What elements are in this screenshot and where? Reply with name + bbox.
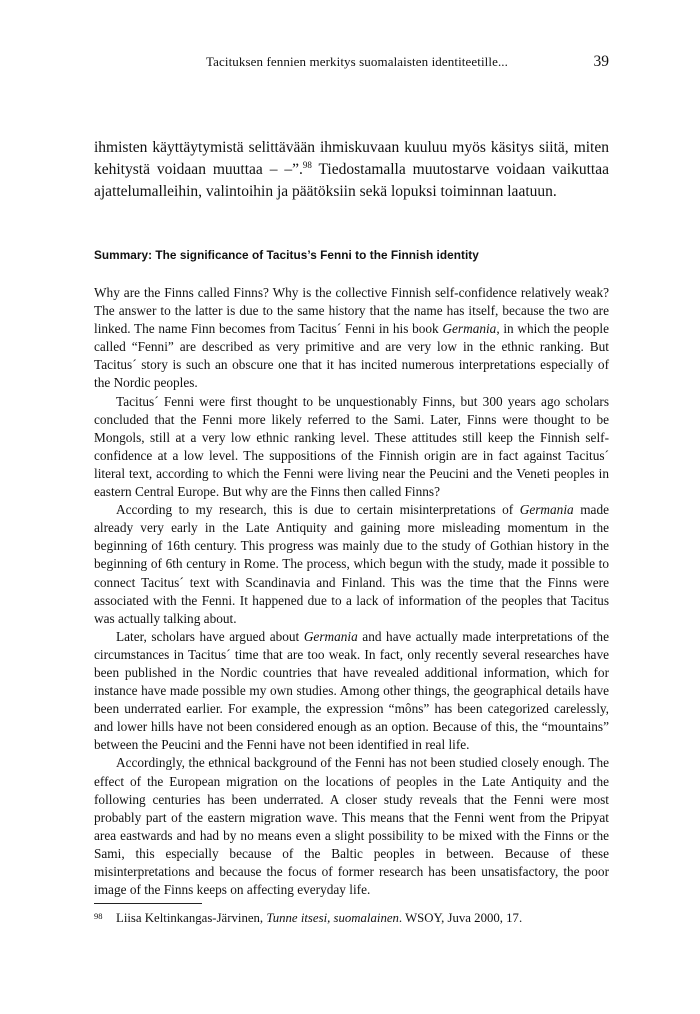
- footnote-reference[interactable]: 98: [302, 159, 312, 170]
- intro-text-end: Tiedostamalla muutostarve voidaan vaikuttaa ajattelumalleihin, valintoihin ja päätöksiin sekä lopuksi toiminnan laatuun.: [94, 161, 609, 200]
- summary-p4-text-b: and have actually made interpretations of the circumstances in Tacitus´ time that are too weak. In fact, only recently several researches have been published in the Nordic countries that have revealed additional information, which for instance have made possible my own studies. Among other things, the geographical details have been underrated earlier. For example, the expression “môns” has been categorized carelessly, and lower hills have not been considered enough as an option. Because of this, the “mountains” between the Peucini and the Fenni have not been identified in real life.: [94, 628, 609, 753]
- summary-paragraph-5: Accordingly, the ethnical background of the Fenni has not been studied closely enough. The effect of the European migration on the locations of peoples in the Late Antiquity and the following centuries has been underrated. A closer study reveals that the Fenni were most probably part of the eastern migration wave. This means that the Fenni went from the Pripyat area eastwards and had by no means even a slight possibility to be mixed with the Finns or the Sami, this especially because of the Baltic peoples in between. Because of these misinterpretations and because the focus of former research has been unsatisfactory, the poor image of the Finns keeps on affecting everyday life.: [94, 755, 609, 898]
- summary-paragraph-3: [94, 501, 609, 628]
- summary-p3-text-a: According to my research, this is due to certain misinterpretations of: [116, 502, 520, 518]
- summary-p4-book-title: Germania: [303, 628, 358, 644]
- summary-paragraph-2: Tacitus´ Fenni were first thought to be unquestionably Finns, but 300 years ago scholars concluded that the Fenni more likely referred to the Sami. Later, Finns were thought to be Mongols, still at a very low ethnic ranking level. These attitudes still keep the Finnish self-confidence at a low level. The suppositions of the Finnish origin are in fact against Tacitus´ literal text, according to which the Fenni were living near the Peucini and the Veneti peoples in eastern Central Europe. But why are the Finns then called Finns?: [94, 393, 609, 500]
- running-title: Tacituksen fennien merkitys suomalaisten identiteetille...: [206, 54, 509, 69]
- summary-p3-text-b: made already very early in the Late Antiquity and gaining more misleading momentum in the beginning of 16th century. This progress was mainly due to the study of Gothian history in the beginning of 6th century in Rome. The process, which begun with the study, made it possible to connect Tacitus´ text with Scandinavia and Finland. This was the time that the Finns were associated with the Fenni. It happened due to a lack of information of the peoples that Tacitus was actually talking about.: [94, 502, 609, 626]
- summary-heading: Summary: The significance of Tacitus’s Fenni to the Finnish identity: [94, 248, 479, 262]
- summary-paragraph-4: [94, 628, 609, 755]
- footnote-author: Liisa Keltinkangas-Järvinen,: [116, 911, 267, 925]
- footnote-publication: . WSOY, Juva 2000, 17.: [398, 911, 523, 925]
- summary-p1-book-title: Germania: [442, 321, 497, 337]
- footnote-number: 98: [94, 911, 103, 921]
- footnote: [94, 910, 609, 926]
- summary-p1-text-a: Why are the Finns called Finns? Why is the collective Finnish self-confidence relatively weak? The answer to the latter is due to the same history that the name has itself, because the two are linked. The name Finn becomes from Tacitus´ Fenni in his book: [94, 285, 609, 337]
- footnote-divider: [94, 903, 202, 904]
- summary-body: [94, 284, 609, 899]
- summary-p3-book-title: Germania: [519, 502, 574, 518]
- running-header: [94, 54, 609, 74]
- summary-p1-text-b: , in which the people called “Fenni” are described as very primitive and are very low in the ethnic ranking. But Tacitus´ story is such an obscure one that it has incited numerous interpretations especially of the Nordic peoples.: [94, 321, 609, 391]
- summary-paragraph-1: [94, 284, 609, 393]
- summary-p4-text-a: Later, scholars have argued about: [116, 628, 304, 644]
- footnote-book-title: Tunne itsesi, suomalainen: [266, 911, 399, 925]
- page-number: 39: [593, 53, 609, 70]
- intro-text-start: ihmisten käyttäytymistä selittävään ihmiskuvaan kuuluu myös käsitys siitä, miten kehitystä voidaan muuttaa – –”.: [94, 139, 609, 178]
- intro-paragraph: [94, 137, 609, 203]
